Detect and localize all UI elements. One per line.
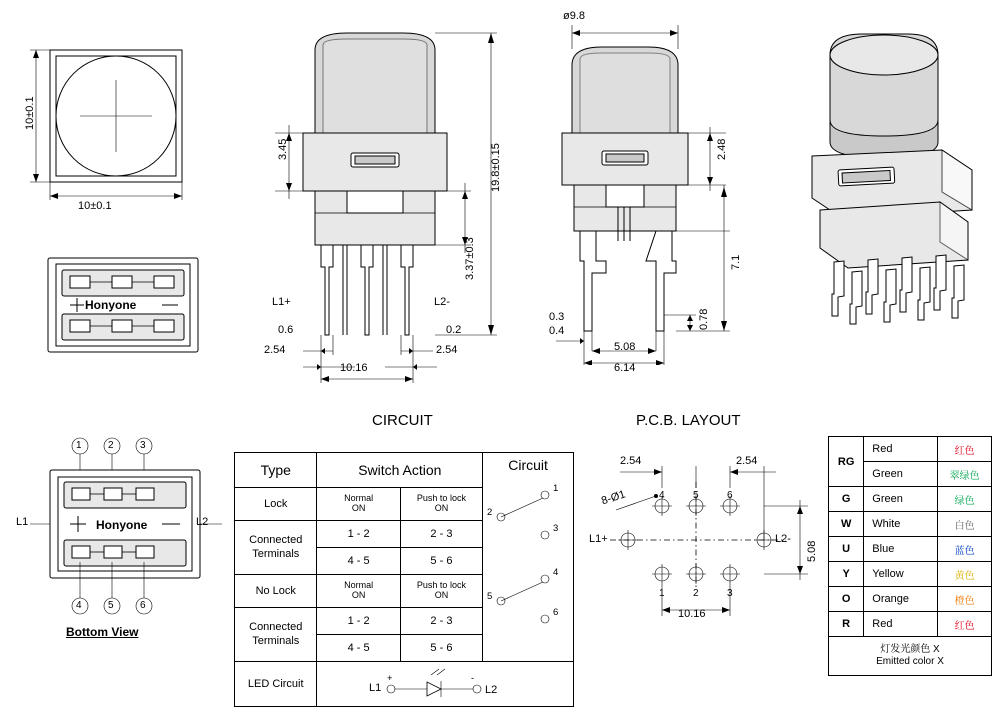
- color-name-green-2: Green: [864, 487, 938, 512]
- front-view-total-height-dim: 19.8±0.15: [490, 143, 502, 192]
- bottom-view-pin-5: 5: [108, 600, 114, 611]
- front-view-pin-right-dim: 0.2: [446, 324, 462, 336]
- color-name-red-1: Red: [864, 437, 938, 462]
- top-view-width-dim: 10±0.1: [78, 200, 112, 212]
- color-table-footer-cn: 灯发光颜色 X: [880, 643, 940, 655]
- circuit-cell-connected-terminals-1: Connected Terminals: [235, 521, 317, 575]
- circuit-node-2: 2: [487, 507, 493, 518]
- bottom-view-pin-1: 1: [76, 440, 82, 451]
- side-view-dim-f: 5.08: [614, 341, 636, 353]
- circuit-cell-connected-terminals-2: Connected Terminals: [235, 608, 317, 662]
- bottom-view-pin-2: 2: [108, 440, 114, 451]
- side-view-dim-a: 2.48: [716, 138, 728, 160]
- circuit-cell-lock: Lock: [235, 488, 317, 521]
- front-view-width-dim: 10.16: [340, 362, 368, 374]
- side-view-dim-e: 0.4: [549, 325, 565, 337]
- front-view-body-height-dim: 3.37±0.3: [464, 237, 476, 280]
- circuit-node-3: 3: [553, 523, 559, 534]
- pcb-pin-4: 4: [659, 490, 665, 501]
- side-view-dim-d: 0.3: [549, 311, 565, 323]
- side-view-dim-c: 0.78: [698, 308, 710, 330]
- circuit-node-5: 5: [487, 591, 493, 602]
- circuit-cell-led-label: LED Circuit: [235, 662, 317, 707]
- front-view-cap-dim: 3.45: [277, 138, 289, 160]
- pcb-hole-note: 8-Ø1: [600, 488, 627, 508]
- color-row-3: [829, 512, 992, 537]
- color-code-u: U: [829, 537, 864, 562]
- pcb-pin-5: 5: [693, 490, 699, 501]
- bottom-view-terminal-l1: L1: [16, 516, 29, 528]
- circuit-cell-no-lock: No Lock: [235, 575, 317, 608]
- side-view-dim-g: 6.14: [614, 362, 636, 374]
- front-view-terminal-l1: L1+: [272, 296, 291, 308]
- circuit-cell-normal-on-1: Normal ON: [317, 488, 400, 521]
- color-row-0: [829, 437, 992, 462]
- circuit-cell-led-diagram: [317, 662, 574, 707]
- circuit-cell-push-lock-2: Push to lock ON: [400, 575, 482, 608]
- color-code-g: G: [829, 487, 864, 512]
- color-name-blue: Blue: [864, 537, 938, 562]
- led-circuit-diagram: [321, 667, 557, 701]
- color-row-6: [829, 587, 992, 612]
- circuit-header-circuit-cell: [483, 453, 574, 662]
- pcb-dim-vertical: 5.08: [806, 540, 818, 562]
- circuit-cell-t-1-2: 1 - 2: [317, 521, 400, 548]
- led-right-label: L2: [485, 684, 498, 696]
- bottom-view-pin-3: 3: [140, 440, 146, 451]
- color-name-red-2: Red: [864, 612, 938, 637]
- color-table-footer: [829, 637, 992, 676]
- color-table-footer-en: Emitted color X: [876, 656, 944, 667]
- top-view-drawing: [10, 20, 230, 200]
- color-code-rg: RG: [829, 437, 864, 487]
- bottom-view-pin-4: 4: [76, 600, 82, 611]
- led-minus-label: -: [471, 673, 475, 684]
- color-name-white: White: [864, 512, 938, 537]
- color-code-y: Y: [829, 562, 864, 587]
- front-view-drawing: [255, 15, 515, 385]
- circuit-table-header-row: [235, 453, 574, 488]
- color-row-5: [829, 562, 992, 587]
- color-cn-white: 白色: [938, 512, 992, 537]
- pcb-pin-2: 2: [693, 588, 699, 599]
- color-cn-green-1: 翠绿色: [938, 462, 992, 487]
- color-cn-orange: 橙色: [938, 587, 992, 612]
- bottom-view-caption: Bottom View: [66, 625, 139, 639]
- front-view-pin-left-dim: 0.6: [278, 324, 294, 336]
- circuit-cell-push-lock-1: Push to lock ON: [400, 488, 482, 521]
- color-row-4: [829, 537, 992, 562]
- circuit-header-circuit: Circuit: [508, 457, 548, 473]
- circuit-header-switch-action: Switch Action: [317, 453, 483, 488]
- circuit-cell-normal-on-2: Normal ON: [317, 575, 400, 608]
- circuit-table: [234, 452, 574, 707]
- led-left-label: L1: [369, 682, 382, 694]
- bottom-view-pin-6: 6: [140, 600, 146, 611]
- circuit-node-1: 1: [553, 483, 559, 494]
- side-view-drawing: [540, 15, 770, 365]
- color-name-orange: Orange: [864, 587, 938, 612]
- pcb-dim-right: 2.54: [736, 455, 758, 467]
- circuit-node-6: 6: [553, 607, 559, 618]
- color-name-yellow: Yellow: [864, 562, 938, 587]
- pcb-terminal-l2: L2-: [775, 533, 791, 545]
- color-table: [828, 436, 992, 676]
- color-code-r: R: [829, 612, 864, 637]
- circuit-cell-t2-4-5: 4 - 5: [317, 635, 400, 662]
- front-view-pitch-left-dim: 2.54: [264, 344, 286, 356]
- color-cn-red-2: 红色: [938, 612, 992, 637]
- bottom-view-brand: Honyone: [96, 518, 148, 532]
- front-view-terminal-l2: L2-: [434, 296, 450, 308]
- circuit-cell-t-4-5: 4 - 5: [317, 548, 400, 575]
- color-cn-red-1: 红色: [938, 437, 992, 462]
- front-view-pitch-right-dim: 2.54: [436, 344, 458, 356]
- circuit-diagram: [483, 473, 571, 651]
- circuit-cell-t-2-3: 2 - 3: [400, 521, 482, 548]
- color-code-w: W: [829, 512, 864, 537]
- side-view-dim-b: 7.1: [730, 254, 742, 270]
- color-code-o: O: [829, 587, 864, 612]
- pcb-pin-3: 3: [727, 588, 733, 599]
- color-row-footer: [829, 637, 992, 676]
- pcb-dim-left: 2.54: [620, 455, 642, 467]
- bottom-view-terminal-l2: L2: [196, 516, 209, 528]
- color-cn-yellow: 黄色: [938, 562, 992, 587]
- color-row-7: [829, 612, 992, 637]
- circuit-cell-t-5-6: 5 - 6: [400, 548, 482, 575]
- color-cn-blue: 蓝色: [938, 537, 992, 562]
- circuit-header-type: Type: [235, 453, 317, 488]
- circuit-cell-t2-2-3: 2 - 3: [400, 608, 482, 635]
- circuit-cell-t2-5-6: 5 - 6: [400, 635, 482, 662]
- circuit-node-4: 4: [553, 567, 559, 578]
- led-plus-label: +: [387, 673, 394, 684]
- isometric-view-drawing: [790, 10, 1000, 330]
- pcb-title: P.C.B. LAYOUT: [636, 412, 741, 429]
- side-view-diameter-dim: ø9.8: [563, 10, 586, 22]
- circuit-cell-t2-1-2: 1 - 2: [317, 608, 400, 635]
- pcb-dim-width: 10.16: [678, 608, 706, 620]
- color-name-green-1: Green: [864, 462, 938, 487]
- pcb-pin-6: 6: [727, 490, 733, 501]
- circuit-title: CIRCUIT: [372, 412, 433, 429]
- circuit-row-led: [235, 662, 574, 707]
- pcb-pin-1: 1: [659, 588, 665, 599]
- rear-view-brand: Honyone: [85, 298, 137, 312]
- color-cn-green-2: 绿色: [938, 487, 992, 512]
- color-row-2: [829, 487, 992, 512]
- pcb-terminal-l1: L1+: [589, 533, 608, 545]
- top-view-height-dim: 10±0.1: [24, 96, 36, 130]
